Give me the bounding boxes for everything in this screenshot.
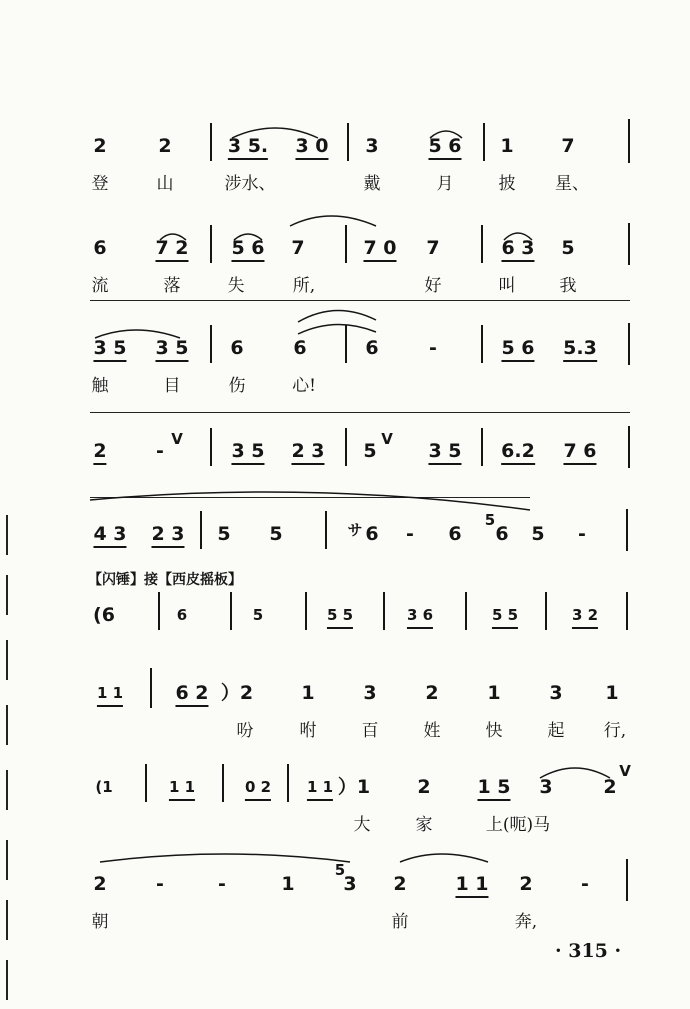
note: 3 5 (93, 337, 126, 362)
barline (481, 225, 483, 263)
lyric: 月 (436, 174, 454, 194)
note: 6 (365, 337, 379, 359)
note: 1 1 (307, 776, 333, 801)
barline (345, 428, 347, 466)
breath-mark: V (619, 762, 631, 780)
lyric: 登 (91, 174, 109, 194)
notes (0, 511, 690, 563)
staff-rule (90, 412, 630, 413)
note: 6 (176, 606, 188, 624)
note: 2 (603, 776, 617, 798)
barline (210, 325, 212, 363)
note: 7 0 (363, 237, 396, 262)
lyric: 星、 (555, 174, 589, 194)
barline (158, 592, 160, 630)
note: 7 (426, 237, 440, 259)
note: 1 (487, 682, 501, 704)
note: 2 (93, 440, 106, 465)
lyric: 咐 (299, 721, 317, 741)
note: 5 (269, 523, 283, 545)
note: 5 (561, 237, 575, 259)
barline (545, 592, 547, 630)
score-line-4 (0, 430, 690, 510)
note: 3 (549, 682, 563, 704)
score-line-6 (0, 604, 690, 674)
barline (465, 592, 467, 630)
note: 6 (93, 237, 107, 259)
note: 6 3 (501, 237, 534, 262)
note: - (218, 873, 226, 895)
barline (210, 123, 212, 161)
barline (483, 123, 485, 161)
lyric: 上(呃)马 (485, 815, 551, 835)
note: 6 (448, 523, 462, 545)
barline (200, 511, 202, 549)
note: 3 6 (407, 604, 433, 629)
note: 3 5 (428, 440, 461, 465)
lyric: 叫 (498, 276, 516, 296)
note: 2 3 (291, 440, 324, 465)
lyric: 戴 (363, 174, 381, 194)
score-line-3 (0, 337, 690, 407)
note: 5 5 (327, 604, 353, 629)
note: 1 1 (169, 776, 195, 801)
lyrics (0, 716, 690, 746)
note: 3 (363, 682, 377, 704)
barline (345, 325, 347, 363)
note: 7 2 (155, 237, 188, 262)
barline (626, 509, 628, 551)
note: 6.2 (501, 440, 535, 465)
note: 2 (425, 682, 439, 704)
lyrics (0, 271, 690, 301)
note: 5 (217, 523, 231, 545)
lyric: 流 (91, 276, 109, 296)
lyric: 行, (603, 721, 627, 741)
note: ）2 (220, 682, 254, 704)
barline (210, 428, 212, 466)
note: 2 (393, 873, 407, 895)
note: (1 (95, 778, 113, 796)
note: 2 (93, 873, 107, 895)
lyric: 失 (227, 276, 245, 296)
barline (481, 325, 483, 363)
score-line-7 (0, 682, 690, 752)
lyric: 涉水、 (224, 174, 276, 194)
note: 1 1 (97, 682, 123, 707)
note: 1 (301, 682, 315, 704)
lyric: 家 (415, 815, 433, 835)
lyric: 前 (391, 912, 409, 932)
barline (383, 592, 385, 630)
lyric: 起 (547, 721, 565, 741)
lyrics (0, 810, 690, 840)
note: 0 2 (245, 776, 271, 801)
note: 7 (291, 237, 305, 259)
note: 5 6 (501, 337, 534, 362)
note: 2 (519, 873, 533, 895)
breath-mark: V (171, 430, 183, 448)
note: 2 (158, 135, 172, 157)
breath-mark: V (381, 430, 393, 448)
lyric: 姓 (423, 721, 441, 741)
barline (210, 225, 212, 263)
lyric: 吩 (236, 721, 254, 741)
note: 3 0 (295, 135, 328, 160)
lyric: 山 (156, 174, 174, 194)
note: 5 6 (428, 135, 461, 160)
score-line-8 (0, 762, 690, 846)
note: 3 5 (155, 337, 188, 362)
note: - (406, 523, 414, 545)
lyrics (0, 169, 690, 199)
lyric: 目 (163, 376, 181, 396)
barline (626, 592, 628, 630)
barline (628, 119, 630, 163)
note: 7 6 (563, 440, 596, 465)
barline (325, 511, 327, 549)
barline (305, 592, 307, 630)
lyric: 触 (91, 376, 109, 396)
lyric: 奔, (514, 912, 538, 932)
barline (626, 859, 628, 901)
note: 1 1 (455, 873, 488, 898)
score-line-2 (0, 237, 690, 307)
lyric: 朝 (91, 912, 109, 932)
note: 7 (561, 135, 575, 157)
note: 6 2 (175, 682, 208, 707)
slur (100, 854, 350, 862)
lyrics (0, 371, 690, 401)
slur (298, 310, 376, 322)
note: 4 3 (93, 523, 126, 548)
note: 1 5 (477, 776, 510, 801)
note: 3 (343, 873, 357, 895)
lyric: 我 (559, 276, 577, 296)
barline (150, 668, 152, 708)
barline (481, 428, 483, 466)
note: 5 (363, 440, 377, 462)
lyric: 伤 (228, 376, 246, 396)
lyric: 心! (292, 376, 316, 396)
notes (0, 604, 690, 644)
note: ）1 (337, 776, 371, 798)
note: (6 (93, 604, 115, 626)
note: 5 (531, 523, 545, 545)
note: - (429, 337, 437, 359)
note: 6 (293, 337, 307, 359)
note: 5.3 (563, 337, 597, 362)
note: 3 2 (572, 604, 598, 629)
note: - (156, 440, 164, 462)
lyric: 落 (163, 276, 181, 296)
notes (0, 430, 690, 480)
grace-note: 5 (334, 861, 346, 879)
lyric: 大 (353, 815, 371, 835)
note: 3 (539, 776, 553, 798)
note: 5 (252, 606, 264, 624)
margin-mark (6, 960, 8, 1000)
score-line-9 (0, 861, 690, 943)
barline (628, 323, 630, 365)
lyric: 披 (498, 174, 516, 194)
free-tempo-mark: サ (347, 521, 363, 539)
note: - (578, 523, 586, 545)
slur (400, 854, 488, 862)
note: 6 (365, 523, 379, 545)
lyric: 所, (292, 276, 316, 296)
score-line-1 (0, 135, 690, 205)
note: - (581, 873, 589, 895)
page-number: · 315 · (555, 940, 622, 962)
note: 2 3 (151, 523, 184, 548)
grace-note: 5 (484, 511, 496, 529)
note: 2 (417, 776, 431, 798)
barline (628, 223, 630, 265)
barline (345, 225, 347, 263)
note: 1 (500, 135, 514, 157)
barline (145, 764, 147, 802)
barline (222, 764, 224, 802)
slur (290, 216, 376, 226)
lyric: 好 (424, 276, 442, 296)
lyrics (0, 907, 690, 937)
lyric: 快 (485, 721, 503, 741)
note: 1 (281, 873, 295, 895)
barline (628, 426, 630, 468)
barline (230, 592, 232, 630)
note: 6 (495, 523, 509, 545)
note: - (156, 873, 164, 895)
note: 5 6 (231, 237, 264, 262)
note: 1 (605, 682, 619, 704)
barline (287, 764, 289, 802)
note: 3 5. (228, 135, 268, 160)
note: 3 5 (231, 440, 264, 465)
note: 2 (93, 135, 107, 157)
slur (298, 324, 376, 334)
note: 5 5 (492, 604, 518, 629)
lyric: 百 (361, 721, 379, 741)
barline (347, 123, 349, 161)
note: 6 (230, 337, 244, 359)
section-heading: 【闪锤】接【西皮摇板】 (88, 572, 242, 588)
note: 3 (365, 135, 379, 157)
